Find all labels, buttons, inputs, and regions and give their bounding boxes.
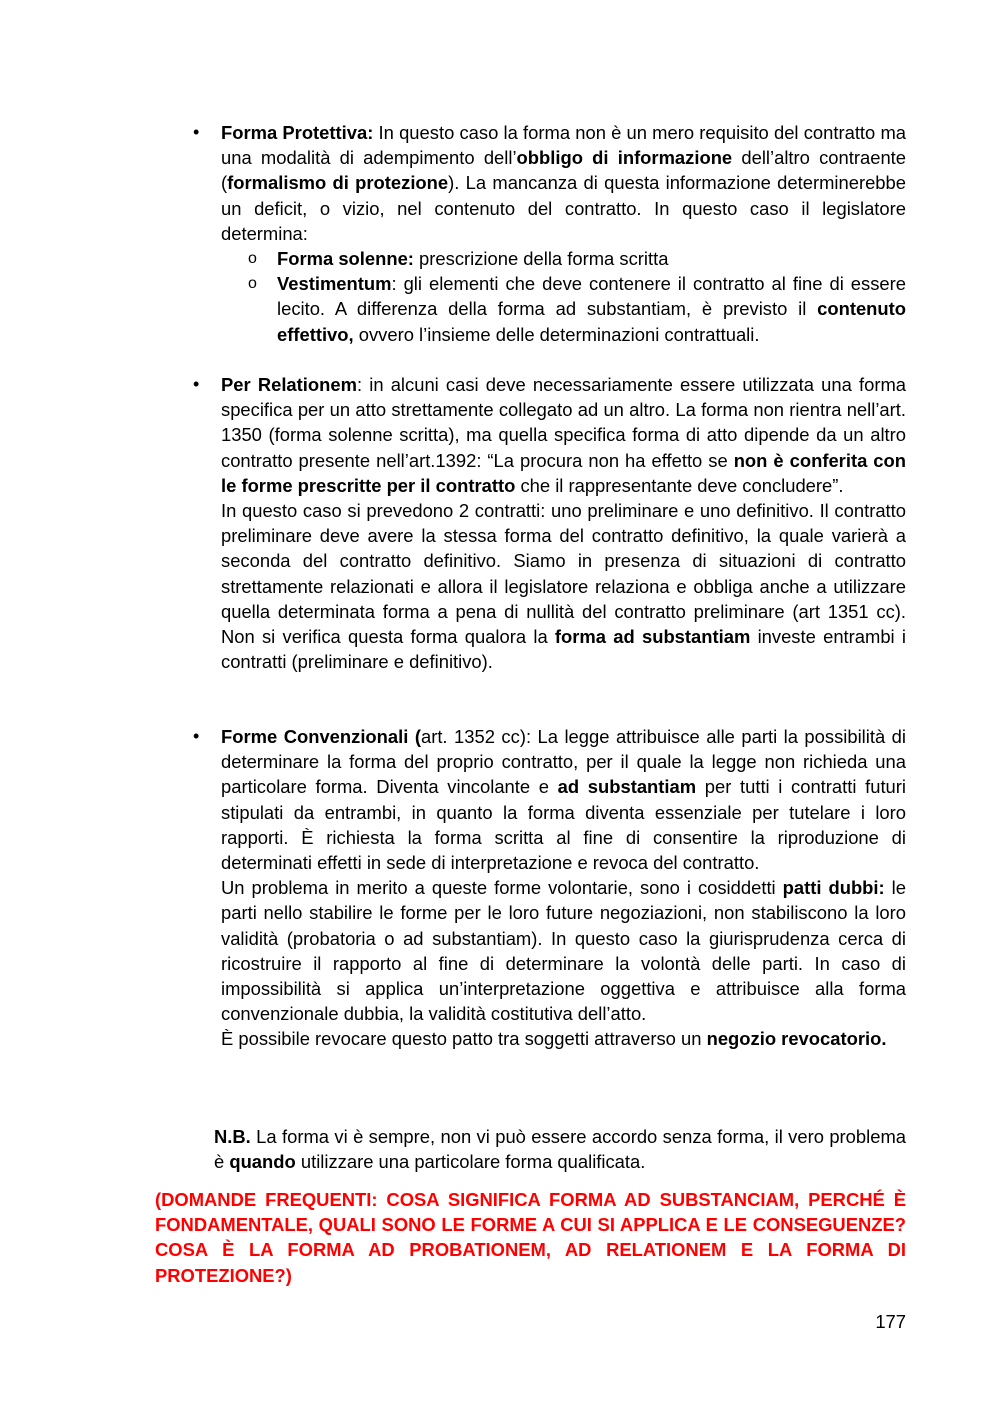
paragraph (221, 1026, 906, 1051)
faq-frequent-questions: (DOMANDE FREQUENTI: COSA SIGNIFICA FORMA AD SUBSTANCIAM, PERCHÉ È FONDAMENTALE, QUALI SONO LE FORME A CUI SI APPLICA E LE CONSEGUENZE? COSA È LA FORMA AD PROBATIONEM, AD RELATIONEM E LA FORMA DI PROTEZIONE?) (155, 1189, 906, 1286)
sub-bullet-marker: o (248, 250, 257, 268)
bold-text: negozio revocatorio. (706, 1028, 887, 1050)
text: ovvero l’insieme delle determinazioni contrattuali. (353, 323, 760, 345)
bold-text: forma ad substantiam (554, 626, 751, 648)
paragraph (221, 372, 906, 498)
page-number: 177 (875, 1311, 906, 1332)
paragraph (277, 271, 906, 347)
text: che il rappresentante deve concludere”. (515, 474, 844, 496)
text: Un problema in merito a queste forme volontarie, sono i cosiddetti (221, 877, 783, 899)
bold-text: non è conferita con le forme prescritte per il contratto (221, 449, 906, 496)
text: art. 1352 cc): La legge attribuisce alle parti la possibilità di determinare la forma del proprio contratto, per il quale la legge non richieda una particolare forma. Diventa vincolante e (221, 726, 906, 798)
text: In questo caso si prevedono 2 contratti: uno preliminare e uno definitivo. Il contratto preliminare deve avere la stessa forma del contratto definitivo, la quale varierà a seconda del contratto definitivo. Siamo in presenza di situazioni di contratto strettamente relazionati e allora il legislatore relaziona e obbliga anche a utilizzare quella determinata forma a pena di nullità del contratto preliminare (art 1351 cc). Non si verifica questa forma qualora la (221, 500, 906, 648)
bullet-relationem: • (193, 374, 200, 394)
bold-text: Vestimentum (277, 273, 392, 295)
text: investe entrambi i contratti (preliminare e definitivo). (221, 626, 906, 673)
text: ). La mancanza di questa informazione determinerebbe un deficit, o vizio, nel contenuto del contratto. In questo caso il legislatore determina: (221, 172, 906, 244)
text: La forma vi è sempre, non vi può essere accordo senza forma, il vero problema è (214, 1126, 906, 1173)
bold-text: ad substantiam (557, 776, 697, 798)
bold-text: obbligo di informazione (516, 147, 733, 169)
section-forma-protettiva (221, 120, 906, 347)
bold-text: quando (229, 1151, 296, 1173)
bold-text: contenuto effettivo, (277, 298, 906, 345)
bullet-protettiva: • (193, 122, 200, 142)
text: utilizzare una particolare forma qualificata. (295, 1151, 646, 1173)
paragraph (221, 498, 906, 674)
note-label: N.B. (214, 1126, 251, 1147)
note-nb (214, 1124, 906, 1174)
bullet-convenzionali: • (193, 726, 200, 746)
sub-item-forma-solenne (221, 246, 906, 271)
paragraph (221, 724, 906, 875)
text: : gli elementi che deve contenere il contratto al fine di essere lecito. A differenza della forma ad substantiam, è previsto il (277, 273, 906, 320)
text: È possibile revocare questo patto tra soggetti attraverso un (221, 1028, 707, 1050)
bold-text: formalismo di protezione (227, 172, 449, 194)
text: : in alcuni casi deve necessariamente essere utilizzata una forma specifica per un atto strettamente collegato ad un altro. La forma non rientra nell’art. 1350 (forma solenne scritta), ma quella specifica forma di atto dipende da un altro contratto presente nell’art.1392: “La procura non ha effetto se (221, 374, 906, 471)
paragraph (221, 875, 906, 1026)
text: dell’altro contraente ( (221, 147, 907, 194)
section-title: Forma Protettiva: (221, 122, 374, 143)
section-title: Forme Convenzionali ( (221, 726, 421, 747)
sub-bullet-marker: o (248, 275, 257, 293)
text: prescrizione della forma scritta (413, 248, 669, 270)
text: per tutti i contratti futuri stipulati da entrambi, in quanto la forma diventa essenziale per tutelare i loro rapporti. È richiesta la forma scritta al fine di consentire la riproduzione di determinati effetti in sede di interpretazione e revoca del contratto. (221, 776, 906, 874)
bold-text: patti dubbi: (782, 877, 885, 899)
text: le parti nello stabilire le forme per le loro future negoziazioni, non stabiliscono la loro validità (probatoria o ad substantiam). In questo caso la giurisprudenza cerca di ricostruire il rapporto al fine di determinare la volontà delle parti. In caso di impossibilità si applica un’interpretazione oggettiva e attribuisce alla forma convenzionale dubbia, la validità costitutiva dell’atto. (221, 877, 906, 1025)
bold-text: Forma solenne: (277, 248, 414, 270)
paragraph (214, 1124, 906, 1174)
text: In questo caso la forma non è un mero requisito del contratto ma una modalità di adempimento dell’ (221, 122, 907, 169)
paragraph (277, 246, 906, 271)
section-per-relationem (221, 372, 906, 674)
sub-item-vestimentum (221, 271, 906, 347)
section-title: Per Relationem (221, 374, 357, 395)
section-forme-convenzionali (221, 724, 906, 1052)
paragraph (221, 120, 906, 246)
